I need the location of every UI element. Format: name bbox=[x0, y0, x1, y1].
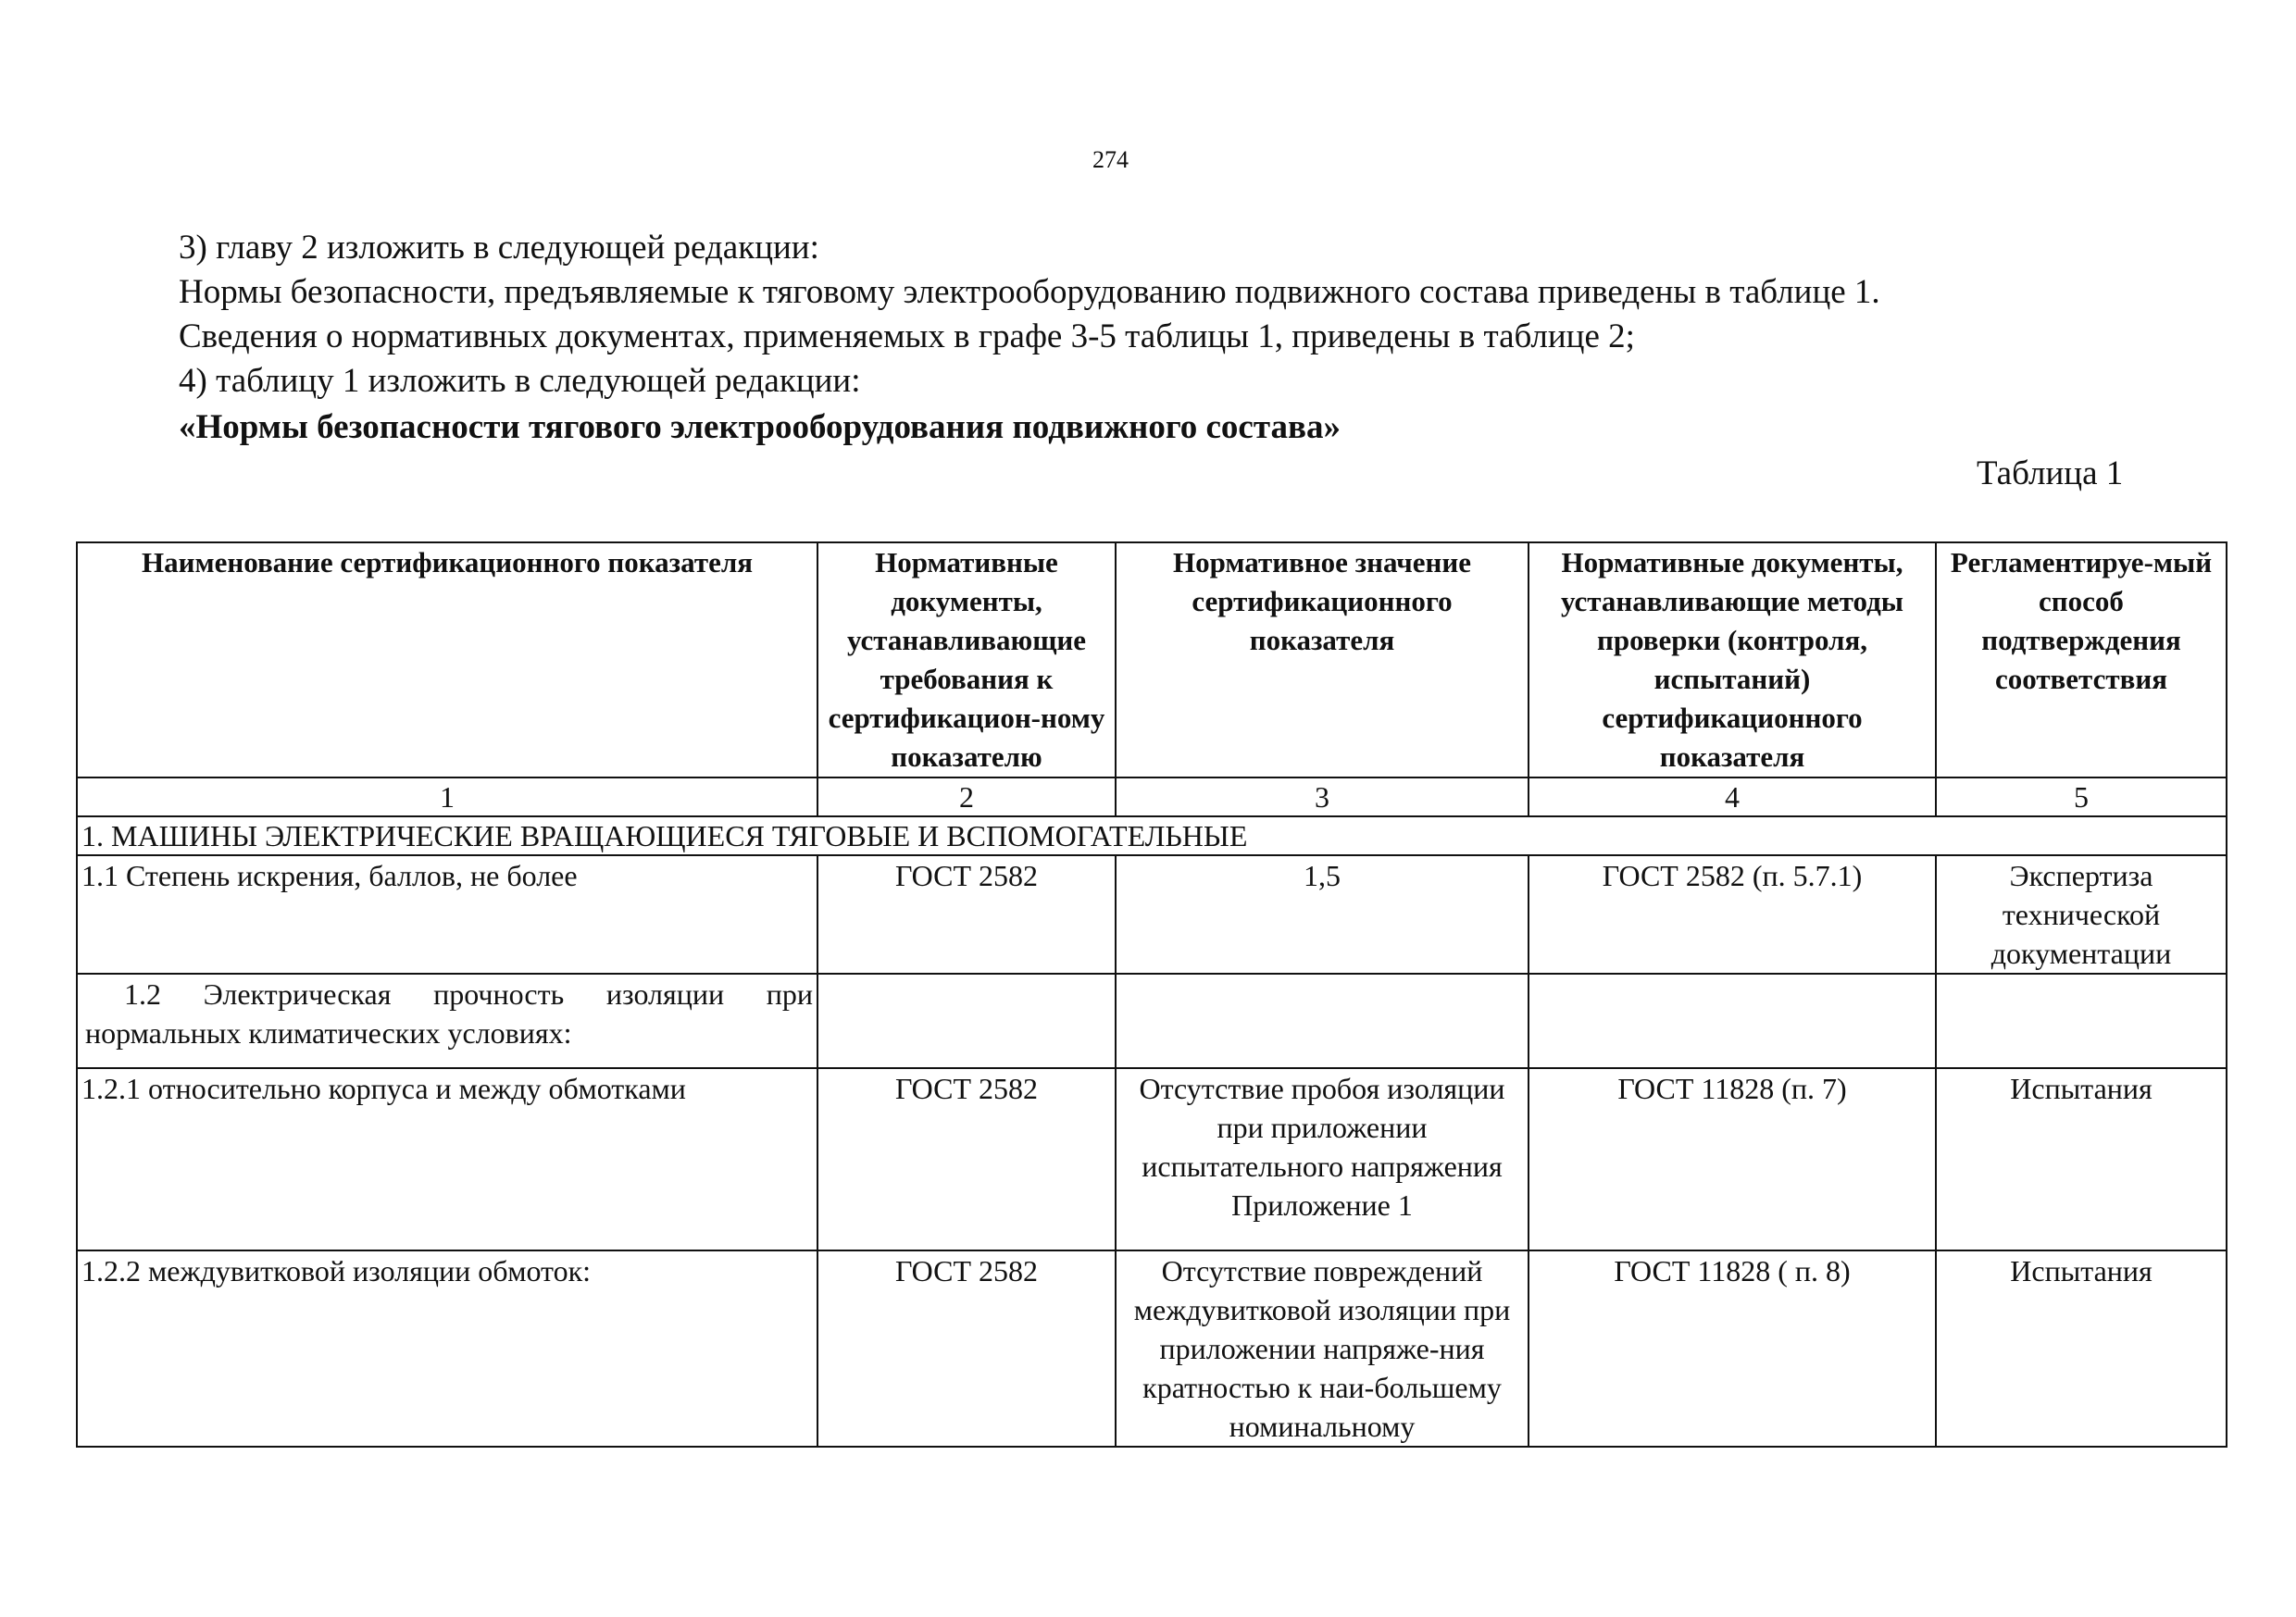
section-row bbox=[77, 816, 2227, 855]
column-number: 2 bbox=[817, 777, 1116, 816]
table-heading: «Нормы безопасности тягового электрооборудования подвижного состава» bbox=[179, 408, 1341, 446]
norms-table bbox=[76, 541, 2227, 1448]
table-row bbox=[77, 1068, 2227, 1250]
table-label: Таблица 1 bbox=[1977, 454, 2124, 492]
row-method-doc: ГОСТ 11828 (п. 7) bbox=[1529, 1068, 1936, 1250]
header-confirmation-method: Регламентируе-мый способ подтверждения соответствия bbox=[1936, 542, 2227, 777]
column-number: 3 bbox=[1116, 777, 1529, 816]
row-indicator-name: 1.2.2 междувитковой изоляции обмоток: bbox=[77, 1250, 817, 1447]
header-normative-value: Нормативное значение сертификационного показателя bbox=[1116, 542, 1529, 777]
row-indicator-name: 1.2 Электрическая прочность изоляции при нормальных климатических условиях: bbox=[77, 974, 817, 1068]
row-normative-value bbox=[1116, 974, 1529, 1068]
section-title: 1. МАШИНЫ ЭЛЕКТРИЧЕСКИЕ ВРАЩАЮЩИЕСЯ ТЯГОВЫЕ И ВСПОМОГАТЕЛЬНЫЕ bbox=[77, 816, 2227, 855]
row-confirmation: Испытания bbox=[1936, 1068, 2227, 1250]
row-confirmation bbox=[1936, 974, 2227, 1068]
column-number-row bbox=[77, 777, 2227, 816]
header-indicator-name: Наименование сертификационного показателя bbox=[77, 542, 817, 777]
row-normative-value: Отсутствие повреждений междувитковой изоляции при приложении напряже-ния кратностью к наи-большему номинальному bbox=[1116, 1250, 1529, 1447]
row-normative-value: 1,5 bbox=[1116, 855, 1529, 974]
row-method-doc: ГОСТ 2582 (п. 5.7.1) bbox=[1529, 855, 1936, 974]
row-indicator-name: 1.2.1 относительно корпуса и между обмотками bbox=[77, 1068, 817, 1250]
table-row bbox=[77, 974, 2227, 1068]
row-indicator-name: 1.1 Степень искрения, баллов, не более bbox=[77, 855, 817, 974]
row-confirmation: Испытания bbox=[1936, 1250, 2227, 1447]
header-requirement-docs: Нормативные документы, устанавливающие требования к сертификацион-ному показателю bbox=[817, 542, 1116, 777]
table-row bbox=[77, 1250, 2227, 1447]
row-requirement-doc: ГОСТ 2582 bbox=[817, 1068, 1116, 1250]
row-normative-value: Отсутствие пробоя изоляции при приложении испытательного напряжения Приложение 1 bbox=[1116, 1068, 1529, 1250]
row-requirement-doc: ГОСТ 2582 bbox=[817, 855, 1116, 974]
intro-line-2: Нормы безопасности, предъявляемые к тяговому электрооборудованию подвижного состава приведены в таблице 1. bbox=[179, 273, 1880, 311]
page-number: 274 bbox=[1092, 146, 1129, 173]
intro-line-1: 3) главу 2 изложить в следующей редакции: bbox=[179, 229, 819, 267]
row-requirement-doc bbox=[817, 974, 1116, 1068]
header-method-docs: Нормативные документы, устанавливающие методы проверки (контроля, испытаний) сертификационного показателя bbox=[1529, 542, 1936, 777]
table-header-row bbox=[77, 542, 2227, 777]
intro-text bbox=[179, 226, 2197, 450]
row-method-doc bbox=[1529, 974, 1936, 1068]
intro-line-3: Сведения о нормативных документах, применяемых в графе 3-5 таблицы 1, приведены в таблице 2; bbox=[179, 317, 1635, 355]
intro-line-4: 4) таблицу 1 изложить в следующей редакции: bbox=[179, 362, 861, 400]
row-method-doc: ГОСТ 11828 ( п. 8) bbox=[1529, 1250, 1936, 1447]
row-requirement-doc: ГОСТ 2582 bbox=[817, 1250, 1116, 1447]
column-number: 5 bbox=[1936, 777, 2227, 816]
table-row bbox=[77, 855, 2227, 974]
column-number: 4 bbox=[1529, 777, 1936, 816]
row-confirmation: Экспертиза технической документации bbox=[1936, 855, 2227, 974]
column-number: 1 bbox=[77, 777, 817, 816]
